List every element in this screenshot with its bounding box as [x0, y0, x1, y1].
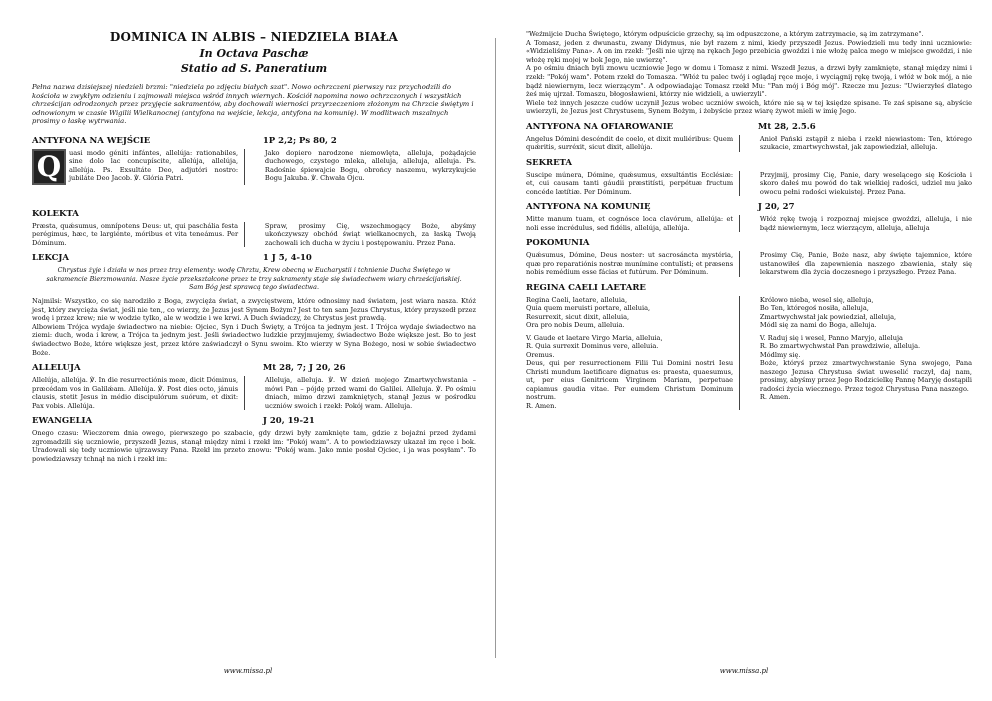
offertory-heading: ANTYFONA NA OFIAROWANIE: [526, 121, 674, 132]
regina-latin-line: Oremus.: [526, 350, 555, 359]
collect-heading-row: [32, 209, 476, 219]
offertory-heading-row: [526, 122, 972, 132]
dropcap-initial: Q: [32, 149, 66, 185]
communion-latin: Mitte manum tuam, et cognósce loca clavórum, allelúja: et noli esse incrédulus, sed fidélis, allelúja, allelúja.: [526, 215, 740, 232]
collect-polish: Spraw, prosimy Cię, wszechmogący Boże, abyśmy ukończywszy obchód świąt wielkanocnych, za łaską Twoją zachowali ich ducha w życiu i postępowaniu. Przez Pana.: [264, 221, 476, 247]
communion-polish: Włóż rękę twoją i rozpoznaj miejsce gwoździ, alleluja, i nie bądź niewiernym, lecz wierzącym, alleluja, alleluja: [759, 215, 972, 232]
lesson-note: Chrystus żyje i działa w nas przez trzy elementy: wodę Chrztu, Krew obecną w Eucharystii i tchnienie Ducha Świętego w sakramencie Bierzmowania. Nasze życie przekształcone przez te trzy sakramenty staje się świadectwem wiary chrześcijańskiej. Sam Bóg jest sprawcą tego świadectwa.: [46, 266, 462, 291]
introit-heading-row: [32, 136, 476, 146]
regina-verses: [526, 296, 972, 411]
communion-heading: ANTYFONA NA KOMUNIĘ: [526, 202, 651, 213]
secret-heading-row: [526, 158, 972, 168]
regina-heading: REGINA CAELI LAETARE: [526, 282, 646, 293]
postcommunion-heading-row: [526, 238, 972, 248]
postcommunion-heading: POKOMUNIA: [526, 238, 590, 249]
postcommunion-latin: Quǽsumus, Dómine, Deus noster: ut sacrosáncta mystéria, quæ pro reparatiónis nostræ munímine contulísti; et præsens nobis remédium esse fácias et futúrum. Per Dóminum.: [526, 251, 740, 277]
collect-latin: Præsta, quǽsumus, omnípotens Deus: ut, qui paschália festa perégimus, hæc, te largiénte, móribus et vita teneámus. Per Dóminum.: [32, 222, 245, 248]
footer-url-right: www.missa.pl: [719, 667, 769, 675]
regina-latin-line: Ora pro nobis Deum, alleluia.: [526, 321, 625, 330]
lesson-ref: 1 J 5, 4-10: [262, 253, 312, 264]
regina-polish-line: V. Raduj się i wesel, Panno Maryjo, alleluja: [759, 333, 903, 342]
regina-polish-line: Bo Ten, któregoś nosiła, alleluja,: [759, 304, 869, 313]
introit-heading: ANTYFONA NA WEJŚCIE: [32, 135, 151, 146]
communion-ref: J 20, 27: [757, 202, 795, 213]
gospel-heading-row: [32, 416, 476, 426]
regina-heading-row: [526, 283, 972, 293]
introit-latin-col: [32, 149, 245, 185]
secret-text: [526, 171, 972, 197]
subtitle-statio: Statio ad S. Paneratium: [180, 62, 328, 75]
regina-latin-line: R. Quia surrexit Dominus vere, alleluia.: [526, 342, 659, 351]
regina-latin-line: Regina Caeli, laetare, alleluia,: [526, 295, 628, 304]
right-page: [496, 0, 992, 701]
secret-polish: Przyjmij, prosimy Cię, Panie, dary weselącego się Kościoła i skoro dałeś mu powód do tak wielkiej radości, udziel mu jako owocu pełni radości wiekuistej. Przez Pana.: [759, 170, 972, 196]
regina-latin-verses: [526, 296, 740, 411]
introit-ref: 1P 2,2; Ps 80, 2: [262, 135, 337, 146]
regina-polish-line: Zmartwychwstał jak powiedział, alleluja,: [759, 312, 897, 321]
offertory-polish: Anioł Pański zstąpił z nieba i rzekł niewiastom: Ten, którego szukacie, zmartwychwstał, jak zapowiedział, alleluja.: [759, 134, 972, 152]
gospel-heading: EWANGELIA: [32, 416, 93, 427]
regina-polish-line: Królowo nieba, wesel się, alleluja,: [759, 295, 874, 304]
regina-polish-line: R. Amen.: [759, 393, 791, 402]
regina-polish-verses: [758, 296, 972, 411]
subtitle-octave: In Octava Paschæ: [199, 47, 309, 60]
communion-heading-row: [526, 202, 972, 212]
alleluia-heading-row: [32, 363, 476, 373]
regina-polish-prayer: Boże, któryś przez zmartwychwstanie Syna swojego, Pana naszego Jezusa Chrystusa świat uweselić raczył, daj nam, prosimy, abyśmy przez Jego Rodzicielkę Pannę Maryję dostąpili radości życia wiecznego. Przez tegoż Chrystusa Pana naszego.: [759, 359, 972, 393]
footer-url-left: www.missa.pl: [223, 667, 273, 675]
regina-polish-line: R. Bo zmartwychwstał Pan prawdziwie, alleluja.: [759, 342, 921, 351]
collect-heading: KOLEKTA: [32, 208, 79, 219]
alleluia-heading: ALLELUJA: [32, 363, 81, 374]
gospel-continuation-1: "Weźmijcie Ducha Świętego, którym odpuścicie grzechy, są im odpuszczone, a którym zatrzymacie, są im zatrzymane".: [526, 30, 924, 38]
offertory-ref: Mt 28, 2.5.6: [757, 121, 816, 132]
introit-text: [32, 149, 476, 185]
gospel-continuation-4: Wiele też innych jeszcze cudów uczynił Jezus wobec uczniów swoich, które nie są w tej księdze spisane. Te zaś spisane są, abyście uwierzyli, że Jezus jest Chrystusem, Synem Bożym, i żebyście przez wiarę żywot mieli w imię Jego.: [526, 98, 972, 116]
lesson-heading-row: [32, 253, 476, 263]
regina-latin-line: Resurrexit, sicut dixit, alleluia,: [526, 312, 630, 321]
gospel-ref: J 20, 19-21: [262, 416, 315, 427]
alleluia-latin: Allelúja, allelúja. ℣. In die resurrectiónis meæ, dicit Dóminus, præcédam vos in Galilǽam. Allelúja. ℣. Post dies octo, jánuis clausis, stetit Jesus in médio discipulórum suórum, et dixit: Pax vobis. Allelúja.: [32, 376, 245, 410]
collect-text: [32, 222, 476, 248]
lesson-paragraph-1: Najmilsi: Wszystko, co się narodziło z Boga, zwycięża świat, a zwycięstwem, które odnosimy nad światem, jest wiara nasza. Któż jest, który zwycięża świat, jeśli nie ten,, co wierzy, że Jezus jest Synem Bożym? Jest to ten sam Jezus Chrystus, który przyszedł przez wodę i przez krew; nie w wodzie tylko, ale w wodzie i we krwi. A Duch świadczy, że Chrystus jest prawdą.: [32, 297, 476, 323]
regina-polish-line: Módlmy się.: [759, 350, 801, 359]
page-title: DOMINICA IN ALBIS – NIEDZIELA BIAŁA: [109, 30, 399, 44]
lesson-heading: LEKCJA: [32, 253, 69, 264]
offertory-latin: Angelus Dómini descéndit de coelo, et dixit muliéribus: Quem quǽritis, surréxit, sicut dixit, allelúja.: [526, 135, 740, 152]
alleluia-polish: Alleluja, alleluja. ℣. W dzień mojego Zmartwychwstania – mówi Pan – pójdę przed wami do Galilei. Alleluja. ℣. Po ośmiu dniach, mimo drzwi zamkniętych, stanął Jezus w pośrodku uczniów swoich i rzekł: Pokój wam. Alleluja.: [264, 376, 476, 410]
alleluia-ref: Mt 28, 7; J 20, 26: [262, 363, 346, 374]
gospel-continuation-3: A po ośmiu dniach byli znowu uczniowie Jego w domu i Tomasz z nimi. Wszedł Jezus, a drzwi były zamknięte, stanął między nimi i rzekł: "Pokój wam". Potem rzekł do Tomasza. "Włóż tu palec twój i oglądaj ręce moje, i wyciągnij rękę twoją, i włóż w bok mój, a nie bądź niewiernym, lecz wierzącym". A odpowiadając Tomasz rzekł Mu: "Pan mój i Bóg mój". Rzecze mu Jezus: "Uwierzyłeś dlatego żeś mię ujrzał. Tomaszu, błogosławieni, którzy nie widzieli, a uwierzyli".: [526, 64, 972, 99]
introit-polish: Jako dopiero narodzone niemowlęta, alleluja, pożądajcie duchowego, czystego mleka, alleluja, alleluja, alleluja. Ps. Radośnie śpiewajcie Bogu, obrońcy naszemu, wykrzykujcie Bogu Jakuba. ℣. Chwała Ojcu.: [264, 148, 476, 183]
regina-latin-line: Quia quem meruisti portare, alleluia,: [526, 304, 651, 313]
intro-text: Pełna nazwa dzisiejszej niedzieli brzmi: "niedziela po zdjęciu białych szat". Nowo ochrzczeni pierwszy raz przychodzili do kościoła w zwykłym odzieniu i zajmowali miejsca wśród innych wiernych. Kościół napomina nowo ochrzczonych i wszystkich chrześcijan odrodzonych przez przyjęcie sakramentów, aby dochowali wierności przyrzeczeniom złożonym na Chrzcie świętym i odnowionym w czasie Wigilii Wielkanocnej (antyfona na wejście, lekcja, antyfona na komunię). W modlitwach mszalnych prosimy o łaskę wytrwania.: [32, 83, 474, 126]
gospel-continuation-2: A Tomasz, jeden z dwunastu, zwany Didymus, nie był razem z nimi, kiedy przyszedł Jezus. Powiedzieli mu tedy inni uczniowie: «Widzieliśmy Pana». A on im rzekł: "Jeśli nie ujrzę na rękach Jego przebicia gwoździ i nie włożę palca mego w miejsce gwoździ, i nie włożę ręki mojej w bok Jego, nie uwierzę".: [526, 38, 972, 64]
alleluia-text: [32, 376, 476, 410]
communion-text: [526, 215, 972, 232]
introit-latin: uasi modo géniti infántes, allelúja: rationabiles, sine dolo lac concupíscite, allelúja, allelúja, allelúja. Ps. Exsultáte Deo, adjutóri nostro: jubiláte Deo Jacob. ℣. Glória Patri.: [69, 148, 239, 183]
offertory-text: [526, 135, 972, 152]
secret-latin: Suscipe múnera, Dómine, quǽsumus, exsultántis Ecclésiæ: et, cui causam tanti gáudii præstitísti, perpétuæ fructum concéde lætítiæ. Per Dóminum.: [526, 171, 740, 197]
secret-heading: SEKRETA: [526, 157, 573, 168]
regina-latin-line: R. Amen.: [526, 401, 557, 410]
gospel-text: Onego czasu: Wieczorem dnia owego, pierwszego po szabacie, gdy drzwi były zamknięte tam, gdzie z bojaźni przed żydami zgromadzili się uczniowie, przyszedł Jezus, stanął między nimi i rzekł im: "Pokój wam". A to powiedziawszy ukazał im ręce i bok. Uradowali się tedy uczniowie ujrzawszy Pana. Rzekł im przeto znowu: "Pokój wam. Jako mnie posłał Ojciec, i ja was posyłam". To powiedziawszy tchnął na nich i rzekł im:: [32, 429, 476, 464]
postcommunion-text: [526, 251, 972, 277]
postcommunion-polish: Prosimy Cię, Panie, Boże nasz, aby święte tajemnice, które ustanowiłeś dla zapewnienia naszego zbawienia, stały się lekarstwem dla życia doczesnego i przyszłego. Przez Pana.: [759, 251, 972, 277]
regina-polish-line: Módl się za nami do Boga, alleluja.: [759, 321, 877, 330]
regina-latin-prayer: Deus, qui per resurrectionem Filii Tui Domini nostri Iesu Christi mundum laetificare dignatus es: praesta, quaesumus, ut, per eius Genitricem Virginem Mariam, perpetuae capiamus gaudia vitae. Per eumdem Christum Dominum nostrum.: [526, 359, 734, 402]
lesson-paragraph-2: Albowiem Trójca wydaje świadectwo na niebie: Ojciec, Syn i Duch Święty, a Trójca ta jednym jest. I Trójca wydaje świadectwo na ziemi: duch, woda i krew, a Trójca ta jednym jest. Jeśli świadectwo ludzkie przyjmujemy, świadectwo Boże większe jest. Bo to jest świadectwo Boże, które większe jest, przez które zaświadczył o Synu swoim. Kto wierzy w Syna Bożego, nosi w sobie świadectwo Boże.: [32, 322, 476, 357]
regina-latin-line: V. Gaude et laetare Virgo Maria, alleluia,: [526, 333, 663, 342]
